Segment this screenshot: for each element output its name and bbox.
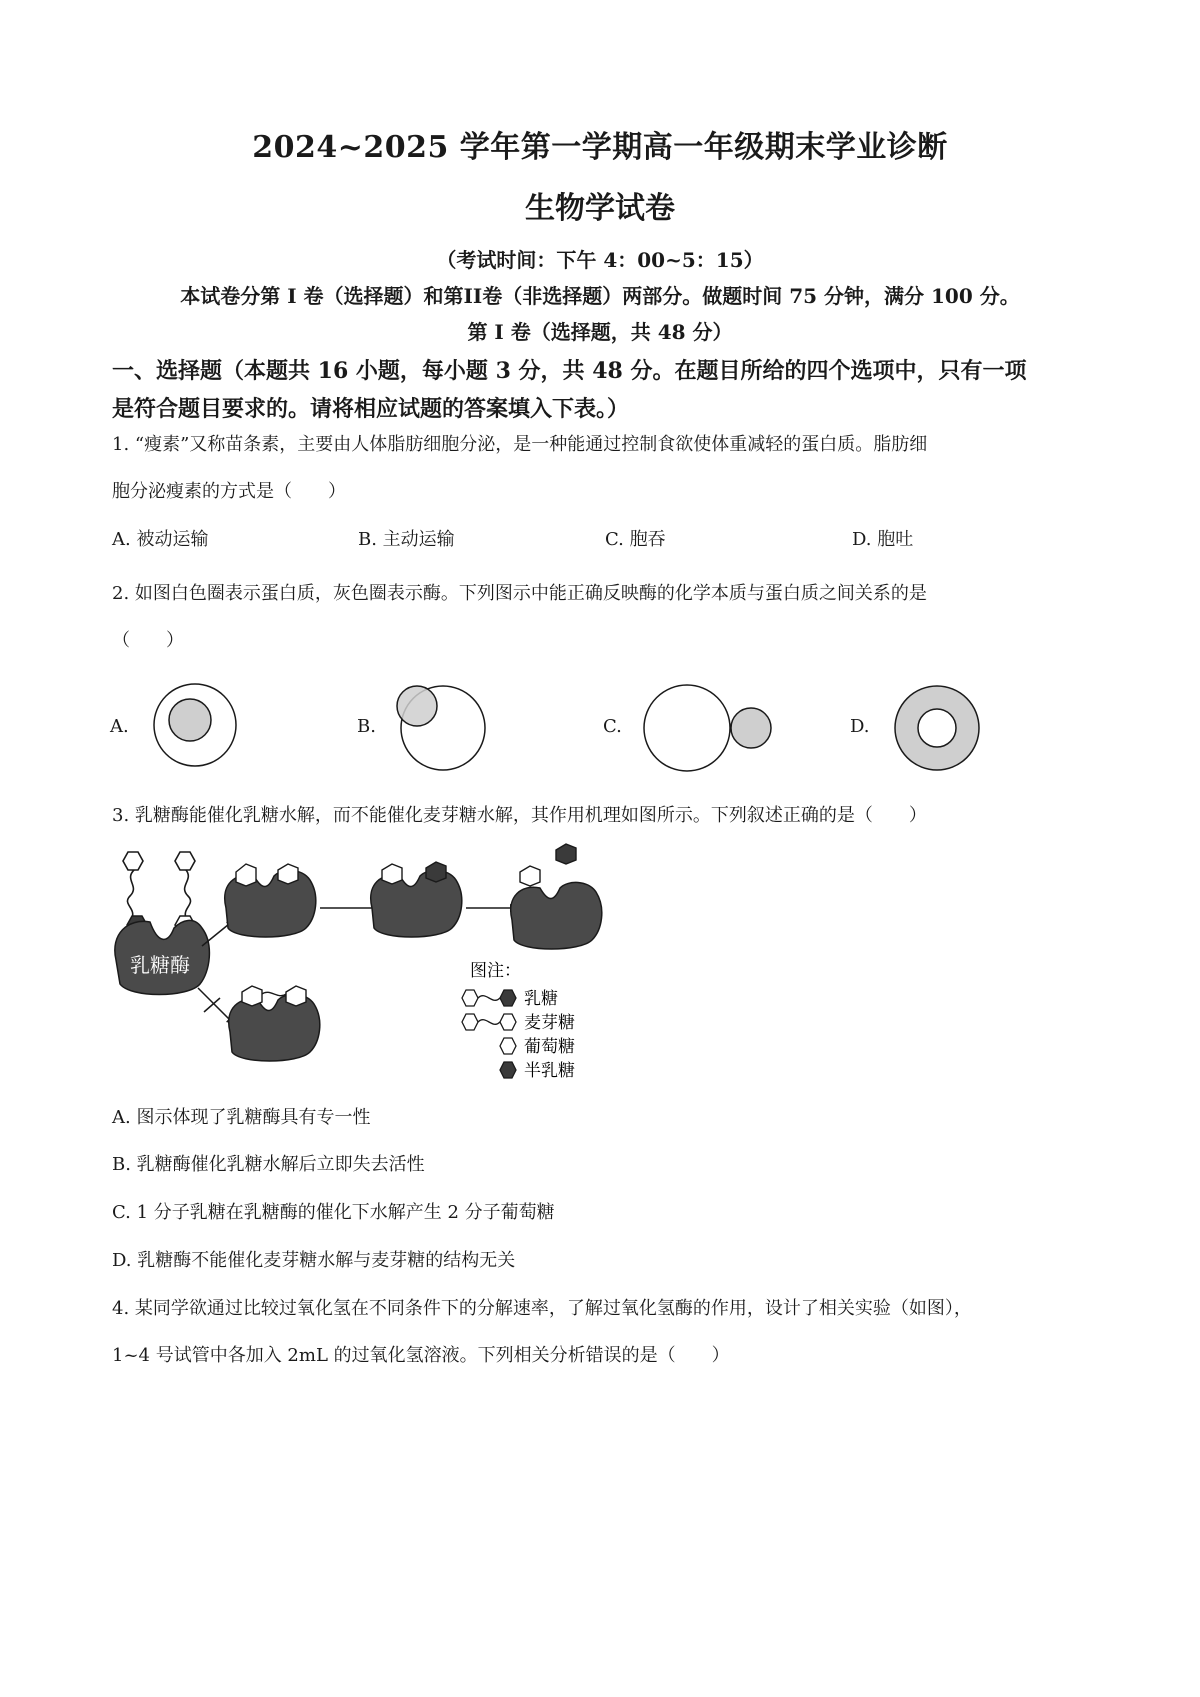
enzyme-circle: [397, 686, 437, 726]
free-enzyme: [511, 882, 602, 949]
section-heading: [112, 352, 1102, 428]
legend-glucose: [500, 1037, 575, 1057]
enzyme-with-maltose: [229, 994, 320, 1061]
q3-option-a[interactable]: A. 图示体现了乳糖酶具有专一性: [112, 1107, 371, 1128]
subject-title: 生物学试卷: [525, 191, 675, 226]
svg-text:半乳糖: 半乳糖: [524, 1061, 575, 1081]
q3-option-c[interactable]: C. 1 分子乳糖在乳糖酶的催化下水解产生 2 分子葡萄糖: [112, 1202, 555, 1223]
q2-diagram-d[interactable]: [889, 680, 989, 780]
q2-option-c-label[interactable]: C.: [603, 716, 622, 737]
q2-line-1: 2. 如图白色圈表示蛋白质，灰色圈表示酶。下列图示中能正确反映酶的化学本质与蛋白质之间关系的是: [112, 583, 927, 604]
q3-option-d[interactable]: D. 乳糖酶不能催化麦芽糖水解与麦芽糖的结构无关: [112, 1250, 516, 1271]
lactase-mechanism-figure: [110, 848, 670, 1081]
exam-title: 2024~2025 学年第一学期高一年级期末学业诊断: [252, 130, 948, 165]
q4-line-2: 1~4 号试管中各加入 2mL 的过氧化氢溶液。下列相关分析错误的是（ ）: [112, 1345, 730, 1366]
q1-line-1: 1. “瘦素”又称苗条素，主要由人体脂肪细胞分泌，是一种能通过控制食欲使体重减轻的蛋白质。脂肪细: [112, 434, 928, 455]
q3-option-b[interactable]: B. 乳糖酶催化乳糖水解后立即失去活性: [112, 1154, 425, 1175]
glucose-product-icon: [520, 866, 540, 886]
legend-title: 图注：: [470, 961, 521, 981]
galactose-product-icon: [556, 844, 576, 864]
svg-text:麦芽糖: 麦芽糖: [524, 1013, 575, 1033]
exam-time: （考试时间：下午 4：00~5：15）: [436, 248, 764, 272]
q1-option-a[interactable]: A. 被动运输: [112, 529, 209, 550]
legend-lactose: [462, 989, 558, 1009]
q2-diagram-c[interactable]: [643, 680, 783, 780]
q2-diagram-a[interactable]: [150, 680, 240, 770]
enzyme-circle: [731, 708, 771, 748]
free-lactose-molecules: [123, 852, 195, 918]
q2-option-d-label[interactable]: D.: [850, 716, 870, 737]
protein-circle: [644, 685, 730, 771]
exam-intro: 本试卷分第 I 卷（选择题）和第II卷（非选择题）两部分。做题时间 75 分钟，满分 100 分。: [180, 284, 1020, 308]
q2-line-2: （ ）: [112, 630, 184, 651]
legend-galactose: [500, 1061, 575, 1081]
svg-text:乳糖: 乳糖: [524, 989, 558, 1009]
protein-circle: [918, 709, 956, 747]
volume-heading: 第 I 卷（选择题，共 48 分）: [467, 320, 733, 344]
q1-line-2: 胞分泌瘦素的方式是（ ）: [112, 481, 346, 502]
blocked-mark: [204, 998, 220, 1012]
enzyme-circle: [169, 699, 211, 741]
q1-option-b[interactable]: B. 主动运输: [358, 529, 455, 550]
q2-diagram-b[interactable]: [395, 680, 495, 780]
section-heading-line-2: 是符合题目要求的。请将相应试题的答案填入下表。）: [112, 396, 630, 422]
q2-option-b-label[interactable]: B.: [357, 716, 376, 737]
q4-line-1: 4. 某同学欲通过比较过氧化氢在不同条件下的分解速率，了解过氧化氢酶的作用，设计了相关实验（如图），: [112, 1298, 972, 1319]
q2-option-a-label[interactable]: A.: [110, 716, 129, 737]
q3-line-1: 3. 乳糖酶能催化乳糖水解，而不能催化麦芽糖水解，其作用机理如图所示。下列叙述正确的是（ ）: [112, 805, 927, 826]
enzyme-label: 乳糖酶: [130, 953, 190, 977]
legend-maltose: [462, 1013, 575, 1033]
svg-text:葡萄糖: 葡萄糖: [524, 1037, 575, 1057]
section-heading-line-1: 一、选择题（本题共 16 小题，每小题 3 分，共 48 分。在题目所给的四个选项中，只有一项: [112, 358, 1027, 384]
q1-option-c[interactable]: C. 胞吞: [605, 529, 666, 550]
q1-option-d[interactable]: D. 胞吐: [852, 529, 914, 550]
